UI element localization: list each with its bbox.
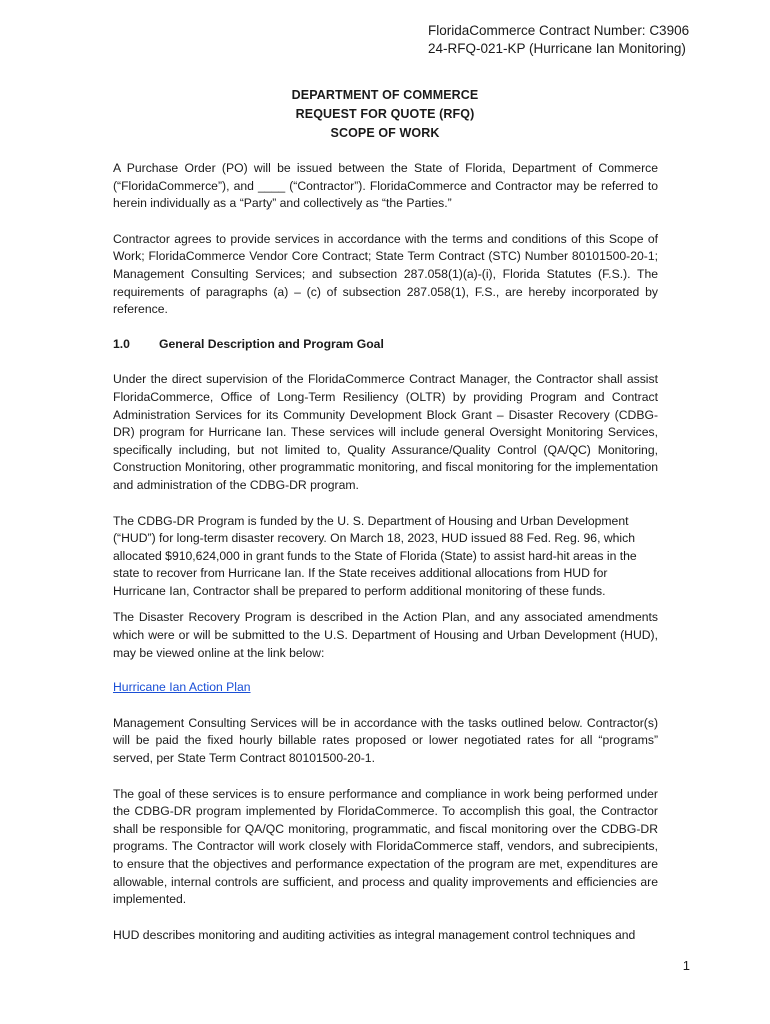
page-number: 1 (682, 958, 690, 973)
paragraph-goal: The goal of these services is to ensure performance and compliance in work being performed under the CDBG-DR program implemented by FloridaCommerce. To accomplish this goal, the Contractor shall be responsible for QA/QC monitoring, programmatic, and fiscal monitoring over the CDBG-DR programs. The Contractor will work closely with FloridaCommerce staff, vendors, and subrecipients, to ensure that the objectives and performance expectation of the program are met, expenditures are allowable, internal controls are sufficient, and process and quality improvements and efficiencies are implemented. (113, 786, 658, 907)
section-number: 1.0 (113, 336, 130, 351)
paragraph-agreement: Contractor agrees to provide services in accordance with the terms and conditions of this Scope of Work; FloridaCommerce Vendor Core Contract; State Term Contract (STC) Number 80101500-20-1; Management Consulting Services; and subsection 287.058(1)(a)-(i), Florida Statutes (F.S.). The requirements of paragraphs (a) – (c) of subsection 287.058(1), F.S., are hereby incorporated by reference. (113, 231, 658, 317)
paragraph-intro: A Purchase Order (PO) will be issued between the State of Florida, Department of Commerce (“FloridaCommerce”), and ____ (“Contractor”). FloridaCommerce and Contractor may be referred to herein individually as a “Party” and collectively as “the Parties.” (113, 161, 658, 211)
rfq-number: 24-RFQ-021-KP (Hurricane Ian Monitoring) (428, 41, 686, 56)
action-plan-link-container (113, 679, 658, 697)
contract-number: FloridaCommerce Contract Number: C3906 (428, 23, 690, 38)
document-body (113, 160, 658, 944)
paragraph-action-plan: The Disaster Recovery Program is described in the Action Plan, and any associated amendments which were or will be submitted to the U.S. Department of Housing and Urban Development (HUD), may be viewed online at the link below: (113, 610, 658, 660)
title-line-2: REQUEST FOR QUOTE (RFQ) (295, 107, 475, 121)
paragraph-funding: The CDBG-DR Program is funded by the U. S. Department of Housing and Urban Development (“HUD”) for long-term disaster recovery. On March 18, 2023, HUD issued 88 Fed. Reg. 96, which allocated $910,624,000 in grant funds to the State of Florida (State) to assist hard-hit areas in the state to recover from Hurricane Ian. If the State receives additional allocations from HUD for Hurricane Ian, Contractor shall be prepared to perform additional monitoring of these funds. (113, 513, 637, 598)
title-line-3: SCOPE OF WORK (330, 126, 440, 140)
document-header (428, 22, 728, 58)
title-line-1: DEPARTMENT OF COMMERCE (291, 88, 479, 102)
document-title (0, 86, 770, 143)
paragraph-hud-monitoring: HUD describes monitoring and auditing activities as integral management control techniques and (113, 927, 636, 942)
section-title: General Description and Program Goal (159, 336, 384, 351)
paragraph-description: Under the direct supervision of the FloridaCommerce Contract Manager, the Contractor shall assist FloridaCommerce, Office of Long-Term Resiliency (OLTR) by providing Program and Contract Administration Services for its Community Development Block Grant – Disaster Recovery (CDBG-DR) program for Hurricane Ian. These services will include general Oversight Monitoring Services, specifically including, but not limited to, Quality Assurance/Quality Control (QA/QC) Monitoring, Construction Monitoring, other programmatic monitoring, and fiscal monitoring for the implementation and administration of the CDBG-DR program. (113, 372, 658, 492)
section-heading (113, 336, 658, 354)
paragraph-services: Management Consulting Services will be in accordance with the tasks outlined below. Contractor(s) will be paid the fixed hourly billable rates proposed or lower negotiated rates for all “programs” served, per State Term Contract 80101500-20-1. (113, 715, 658, 766)
action-plan-link[interactable]: Hurricane Ian Action Plan (113, 680, 251, 695)
